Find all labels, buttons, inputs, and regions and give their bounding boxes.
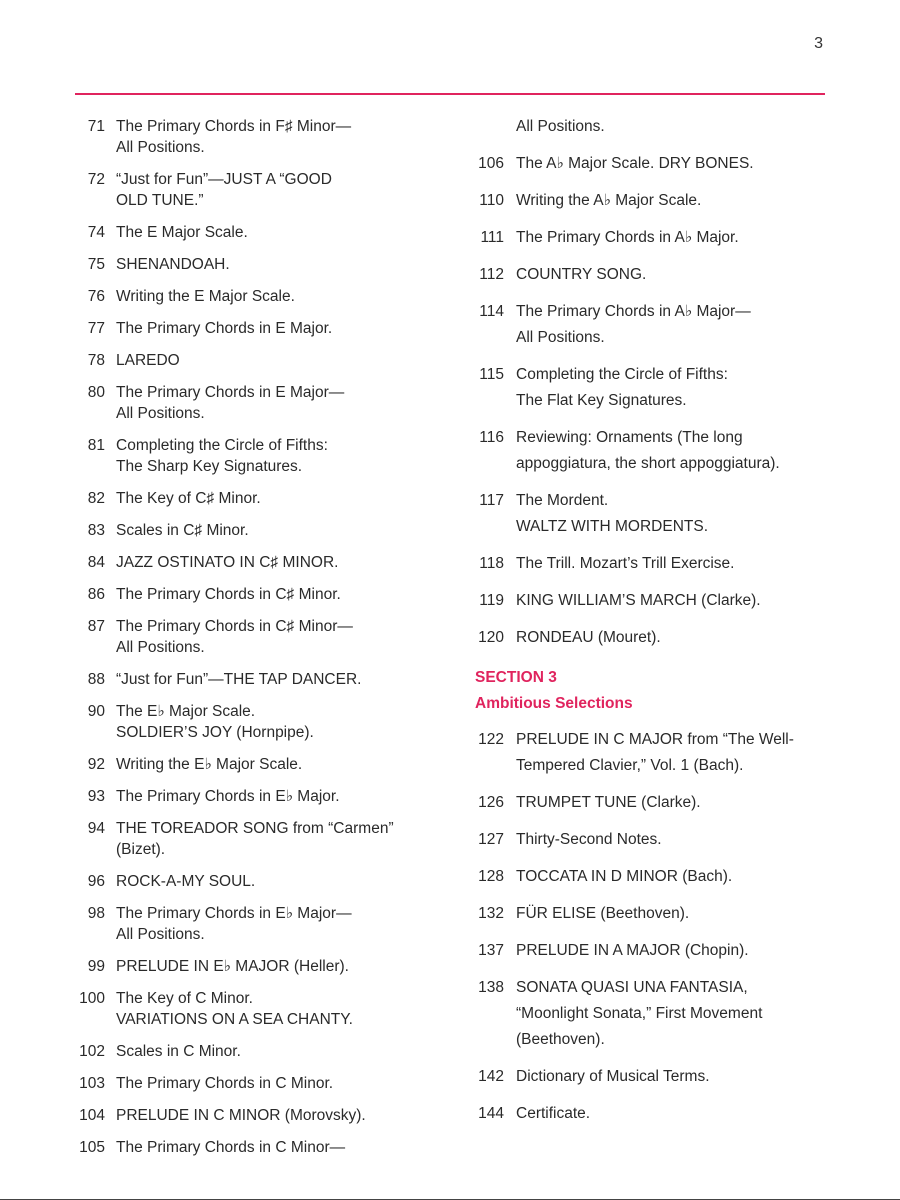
toc-page-number: 96: [87, 873, 105, 890]
toc-entry-title: SHENANDOAH.: [116, 256, 230, 273]
toc-entry-title: FÜR ELISE (Beethoven).: [516, 905, 690, 922]
toc-entry: [475, 625, 835, 651]
toc-entry-title: The Primary Chords in F♯ Minor— All Positions.: [116, 118, 352, 156]
toc-right-entries-after: [475, 727, 835, 1127]
toc-entry: [475, 362, 835, 414]
toc-entry-title: The Mordent. WALTZ WITH MORDENTS.: [516, 492, 709, 535]
toc-entry: [475, 151, 835, 177]
toc-entry-title: “Just for Fun”—THE TAP DANCER.: [116, 671, 362, 688]
toc-entry: [75, 616, 465, 658]
toc-entry-title: Scales in C♯ Minor.: [116, 522, 249, 539]
toc-entry: [75, 116, 465, 158]
section-label: SECTION 3: [475, 669, 557, 686]
toc-entry: [75, 818, 465, 860]
toc-entry-title: Completing the Circle of Fifths: The Flat Key Signatures.: [516, 366, 728, 409]
toc-entry: [75, 1105, 465, 1126]
toc-entry-title: PRELUDE IN E♭ MAJOR (Heller).: [116, 958, 349, 975]
toc-entry: [475, 901, 835, 927]
toc-entry-title: PRELUDE IN C MINOR (Morovsky).: [116, 1107, 366, 1124]
toc-entry: [475, 425, 835, 477]
toc-entry: [75, 254, 465, 275]
toc-page-number: 92: [87, 756, 105, 773]
toc-entry: [75, 1041, 465, 1062]
toc-entry-title: RONDEAU (Mouret).: [516, 629, 661, 646]
toc-page-number: 116: [479, 429, 504, 446]
toc-page-number: 84: [87, 554, 105, 571]
toc-page-number: 115: [479, 366, 504, 383]
toc-page-number: 77: [87, 320, 105, 337]
toc-entry-title: JAZZ OSTINATO IN C♯ MINOR.: [116, 554, 339, 571]
toc-entry-title: Reviewing: Ornaments (The long appoggiatura, the short appoggiatura).: [516, 429, 780, 472]
toc-entry-title: The Primary Chords in C Minor—: [116, 1139, 346, 1156]
toc-entry-title: Dictionary of Musical Terms.: [516, 1068, 710, 1085]
toc-entry-title: TRUMPET TUNE (Clarke).: [516, 794, 701, 811]
toc-entry-title: “Just for Fun”—JUST A “GOOD OLD TUNE.”: [116, 171, 332, 209]
toc-entry-title: Certificate.: [516, 1105, 591, 1122]
toc-entry: [75, 1137, 465, 1158]
toc-entry-title: Writing the E Major Scale.: [116, 288, 295, 305]
page-number: 3: [814, 35, 823, 52]
toc-entry-title: The Primary Chords in C♯ Minor— All Positions.: [116, 618, 353, 656]
continuation-text: All Positions.: [516, 118, 605, 135]
toc-entry: [75, 435, 465, 477]
toc-entry: [75, 552, 465, 573]
toc-entry: [75, 318, 465, 339]
toc-page-number: 111: [480, 229, 504, 246]
toc-page-number: 100: [79, 990, 105, 1007]
toc-entry-title: The Trill. Mozart’s Trill Exercise.: [516, 555, 735, 572]
toc-page-number: 128: [478, 868, 504, 885]
toc-entry: [75, 786, 465, 807]
toc-page-number: 75: [87, 256, 105, 273]
toc-page-number: 104: [79, 1107, 105, 1124]
toc-entry-title: The Primary Chords in E Major— All Positions.: [116, 384, 345, 422]
toc-entry-title: The Key of C♯ Minor.: [116, 490, 261, 507]
toc-entry-title: Writing the A♭ Major Scale.: [516, 192, 702, 209]
toc-entry: [75, 669, 465, 690]
toc-entry: [475, 1101, 835, 1127]
toc-entry: [475, 488, 835, 540]
toc-entry: [475, 551, 835, 577]
toc-page-number: 98: [87, 905, 105, 922]
toc-entry: [475, 188, 835, 214]
toc-entry: [475, 1064, 835, 1090]
toc-entry: [475, 225, 835, 251]
toc-entry-title: Writing the E♭ Major Scale.: [116, 756, 303, 773]
toc-page-number: 74: [87, 224, 105, 241]
toc-entry-title: The E♭ Major Scale. SOLDIER’S JOY (Hornpipe).: [116, 703, 314, 741]
toc-page-number: 94: [87, 820, 105, 837]
toc-entry-title: COUNTRY SONG.: [516, 266, 647, 283]
toc-entry: [75, 988, 465, 1030]
toc-entry: [75, 754, 465, 775]
toc-page-number: 86: [87, 586, 105, 603]
toc-page-number: 103: [79, 1075, 105, 1092]
toc-page-number: 119: [479, 592, 504, 609]
toc-entry: [475, 975, 835, 1053]
toc-entry: [75, 382, 465, 424]
toc-entry-title: The Primary Chords in E♭ Major— All Positions.: [116, 905, 352, 943]
toc-entry: [75, 956, 465, 977]
toc-page-number: 72: [87, 171, 105, 188]
toc-page-number: 76: [87, 288, 105, 305]
toc-page-number: 105: [79, 1139, 105, 1156]
toc-page-number: 144: [478, 1105, 504, 1122]
toc-page-number: 71: [87, 118, 105, 135]
toc-page-number: 112: [479, 266, 504, 283]
toc-entry: [475, 299, 835, 351]
toc-entry: [475, 938, 835, 964]
toc-page-number: 106: [478, 155, 504, 172]
toc-right-column: [475, 116, 835, 1138]
toc-page-number: 110: [479, 192, 504, 209]
toc-entry: [75, 1073, 465, 1094]
toc-entry-title: THE TOREADOR SONG from “Carmen” (Bizet).: [116, 820, 394, 858]
toc-entry: [475, 588, 835, 614]
toc-entry-title: Completing the Circle of Fifths: The Sharp Key Signatures.: [116, 437, 328, 475]
toc-entry-title: The Key of C Minor. VARIATIONS ON A SEA CHANTY.: [116, 990, 353, 1028]
toc-entry: [475, 262, 835, 288]
toc-entry-title: The E Major Scale.: [116, 224, 248, 241]
toc-page-number: 122: [478, 731, 504, 748]
toc-page-number: 78: [87, 352, 105, 369]
toc-entry: [75, 520, 465, 541]
toc-entry: [75, 871, 465, 892]
toc-entry: [75, 488, 465, 509]
toc-page-number: 88: [87, 671, 105, 688]
toc-page-number: 120: [478, 629, 504, 646]
toc-entry-title: The Primary Chords in E Major.: [116, 320, 333, 337]
toc-page-number: 81: [87, 437, 105, 454]
toc-page-number: 127: [478, 831, 504, 848]
toc-entry-title: TOCCATA IN D MINOR (Bach).: [516, 868, 733, 885]
toc-entry-title: The Primary Chords in A♭ Major— All Positions.: [516, 303, 751, 346]
section-header: [475, 665, 835, 717]
toc-page-number: 132: [478, 905, 504, 922]
toc-page-number: 138: [478, 979, 504, 996]
toc-entry-title: The Primary Chords in A♭ Major.: [516, 229, 739, 246]
toc-entry: [75, 286, 465, 307]
toc-entry: [475, 727, 835, 779]
toc-entry: [75, 701, 465, 743]
toc-page-number: 99: [87, 958, 105, 975]
toc-left-column: [75, 116, 465, 1169]
toc-entry: [75, 903, 465, 945]
toc-entry: [75, 584, 465, 605]
toc-entry: [475, 864, 835, 890]
toc-entry-title: ROCK-A-MY SOUL.: [116, 873, 256, 890]
toc-page-number: 118: [479, 555, 504, 572]
toc-page-number: 83: [87, 522, 105, 539]
toc-entry-title: The Primary Chords in C♯ Minor.: [116, 586, 341, 603]
toc-entry-title: LAREDO: [116, 352, 180, 369]
toc-page-number: 126: [478, 794, 504, 811]
toc-page-number: 80: [87, 384, 105, 401]
toc-entry-title: KING WILLIAM’S MARCH (Clarke).: [516, 592, 761, 609]
toc-page-number: 90: [87, 703, 105, 720]
toc-entry: [75, 169, 465, 211]
toc-entry-title: The Primary Chords in E♭ Major.: [116, 788, 340, 805]
header-rule: [75, 93, 825, 95]
toc-entry-title: PRELUDE IN C MAJOR from “The Well- Tempered Clavier,” Vol. 1 (Bach).: [516, 731, 794, 774]
section-title: Ambitious Selections: [475, 695, 633, 712]
toc-entry-title: Thirty-Second Notes.: [516, 831, 662, 848]
toc-entry-title: The A♭ Major Scale. DRY BONES.: [516, 155, 754, 172]
toc-page-number: 93: [87, 788, 105, 805]
toc-entry-title: PRELUDE IN A MAJOR (Chopin).: [516, 942, 749, 959]
toc-page-number: 137: [478, 942, 504, 959]
toc-page-number: 82: [87, 490, 105, 507]
toc-entry-title: Scales in C Minor.: [116, 1043, 241, 1060]
toc-page-number: 87: [87, 618, 105, 635]
toc-entry: [475, 827, 835, 853]
toc-page-number: 114: [479, 303, 504, 320]
toc-entry-title: The Primary Chords in C Minor.: [116, 1075, 334, 1092]
toc-entry: [75, 222, 465, 243]
toc-entry-title: SONATA QUASI UNA FANTASIA, “Moonlight Sonata,” First Movement (Beethoven).: [516, 979, 763, 1048]
toc-page-number: 117: [479, 492, 504, 509]
toc-right-entries-before: [475, 151, 835, 651]
toc-entry: [75, 350, 465, 371]
toc-page-number: 102: [79, 1043, 105, 1060]
toc-page-number: 142: [478, 1068, 504, 1085]
toc-entry: [475, 790, 835, 816]
